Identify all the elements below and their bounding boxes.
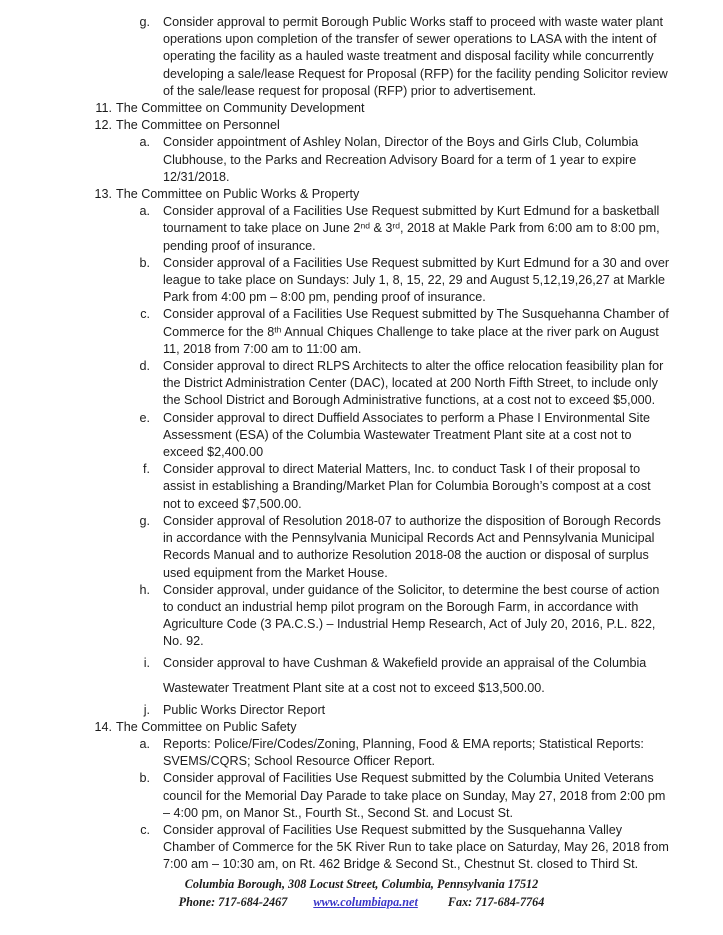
item-text: Consider approval to direct Material Matters, Inc. to conduct Task I of their proposal to assist in establishing a Branding/Market Plan for Columbia Borough’s compost at a cost not to exceed $7,500.00. <box>163 462 651 511</box>
item-marker: g. <box>139 15 150 29</box>
item-text: Consider approval of a Facilities Use Request submitted by Kurt Edmund for a basketball tournament to take place on June 2nd & 3rd, 2018 at Makle Park from 6:00 am to 8:00 pm, pending proof of insurance. <box>163 204 660 253</box>
item-marker: g. <box>139 513 150 528</box>
footer-phone: Phone: 717-684-2467 <box>178 895 288 909</box>
item-text: Consider approval, under guidance of the Solicitor, to determine the best course of action to conduct an industrial hemp pilot program on the Borough Farm, in accordance with Agriculture Code (3 PA.C.S.) – Industrial Hemp Research, Act of July 20, 2016, P.L. 822, No. 92. <box>163 582 660 649</box>
agenda-lettered-item <box>52 410 671 462</box>
agenda-lettered-item <box>52 582 671 651</box>
item-text: Consider approval to permit Borough Public Works staff to proceed with waste water plant operations upon completion of the transfer of sewer operations to LASA with the intent of operating the facility as a hauled waste treatment and disposal facility while concurrently developing a sale/lease Request for Proposal (RFP) for the facility pending Solicitor review of the sale/lease request for proposal (RFP) prior to advertisement. <box>163 15 668 98</box>
item-marker: h. <box>139 582 150 597</box>
agenda-lettered-item <box>52 255 671 307</box>
item-text: Consider approval of Resolution 2018-07 to authorize the disposition of Borough Records in accordance with the Pennsylvania Municipal Records Act and Pennsylvania Municipal Records Manual and to authorize Resolution 2018-08 the auction or disposal of surplus used equipment from the Market House. <box>163 513 661 580</box>
item-text: The Committee on Community Development <box>116 101 365 116</box>
agenda-lettered-item <box>52 134 671 186</box>
item-text: Consider approval to direct Duffield Associates to perform a Phase I Environmental Site Assessment (ESA) of the Columbia Wastewater Treatment Plant site at a cost not to exceed $2,400.00 <box>163 410 650 460</box>
agenda-lettered-item <box>52 513 671 582</box>
item-marker: d. <box>139 359 150 374</box>
agenda-lettered-item <box>52 14 671 100</box>
agenda-lettered-item <box>52 736 671 770</box>
item-marker: a. <box>139 135 150 150</box>
item-marker: c. <box>140 822 150 837</box>
item-text: Reports: Police/Fire/Codes/Zoning, Planning, Food & EMA reports; Statistical Reports: SVEMS/CQRS; School Resource Officer Report. <box>163 736 644 769</box>
item-text: Consider approval to have Cushman & Wakefield provide an appraisal of the Columbia Wastewater Treatment Plant site at a cost not to exceed $13,500.00. <box>163 655 647 696</box>
item-marker: 14. <box>94 719 112 734</box>
item-marker: j. <box>143 702 150 717</box>
agenda-sub-list <box>52 134 671 186</box>
agenda-numbered-item <box>52 186 671 203</box>
item-marker: 11. <box>95 101 112 116</box>
item-marker: 13. <box>94 187 112 202</box>
agenda-numbered-item <box>52 100 671 117</box>
page-footer <box>0 876 723 911</box>
item-text: Consider approval of a Facilities Use Request submitted by Kurt Edmund for a 30 and over league to take place on Sundays: July 1, 8, 15, 22, 29 and August 5,12,19,26,27 at Markle Park from 4:00 pm – 8:00 pm, pending proof of insurance. <box>163 255 670 305</box>
footer-fax: Fax: 717-684-7764 <box>447 895 545 909</box>
item-text: The Committee on Personnel <box>116 118 280 133</box>
item-text: Consider approval of Facilities Use Request submitted by the Susquehanna Valley Chamber of Commerce for the 5K River Run to take place on Saturday, May 26, 2018 from 7:00 am – 10:30 am, on Rt. 462 Bridge & Second St., Chestnut St. closed to Third St. <box>163 822 669 872</box>
agenda-lettered-item <box>52 461 671 513</box>
agenda-lettered-item <box>52 358 671 410</box>
agenda-outline <box>52 14 671 874</box>
agenda-numbered-item <box>52 719 671 736</box>
footer-website-link[interactable]: www.columbiapa.net <box>313 895 418 909</box>
item-marker: 12. <box>94 118 112 133</box>
item-text: Consider approval of a Facilities Use Request submitted by The Susquehanna Chamber of Commerce for the 8th Annual Chiques Challenge to take place at the river park on August 11, 2018 from 7:00 am to 11:00 am. <box>163 307 669 356</box>
item-marker: e. <box>139 410 150 425</box>
item-text: Public Works Director Report <box>163 702 326 717</box>
agenda-sub-list <box>52 203 671 718</box>
agenda-lettered-item <box>52 702 671 719</box>
item-text: The Committee on Public Safety <box>116 719 297 734</box>
agenda-lettered-item <box>52 203 671 255</box>
agenda-numbered-item <box>52 117 671 134</box>
item-marker: c. <box>140 307 150 322</box>
agenda-sub-list <box>52 14 671 100</box>
agenda-lettered-item <box>52 770 671 822</box>
item-text: The Committee on Public Works & Property <box>116 187 360 202</box>
item-marker: b. <box>139 771 150 786</box>
agenda-lettered-item <box>52 651 671 702</box>
item-marker: a. <box>139 736 150 751</box>
agenda-lettered-item <box>52 822 671 874</box>
item-text: Consider approval to direct RLPS Architects to alter the office relocation feasibility plan for the District Administration Center (DAC), located at 200 North Fifth Street, to include only the School District and Borough Administrative functions, at a cost not to exceed $5,000. <box>163 359 664 408</box>
item-marker: f. <box>143 462 150 477</box>
item-text: Consider approval of Facilities Use Request submitted by the Columbia United Veterans council for the Memorial Day Parade to take place on Sunday, May 27, 2018 from 2:00 pm – 4:00 pm, on Manor St., Fourth St., Second St. and Locust St. <box>163 771 666 820</box>
agenda-lettered-item <box>52 306 671 358</box>
agenda-sub-list <box>52 736 671 874</box>
item-text: Consider appointment of Ashley Nolan, Director of the Boys and Girls Club, Columbia Clubhouse, to the Parks and Recreation Advisory Board for a term of 1 year to expire 12/31/2018. <box>163 135 639 184</box>
footer-contact-line <box>0 894 723 911</box>
item-marker: b. <box>139 255 150 270</box>
footer-address: Columbia Borough, 308 Locust Street, Columbia, Pennsylvania 17512 <box>184 877 539 891</box>
item-marker: i. <box>143 655 150 670</box>
item-marker: a. <box>139 204 150 219</box>
